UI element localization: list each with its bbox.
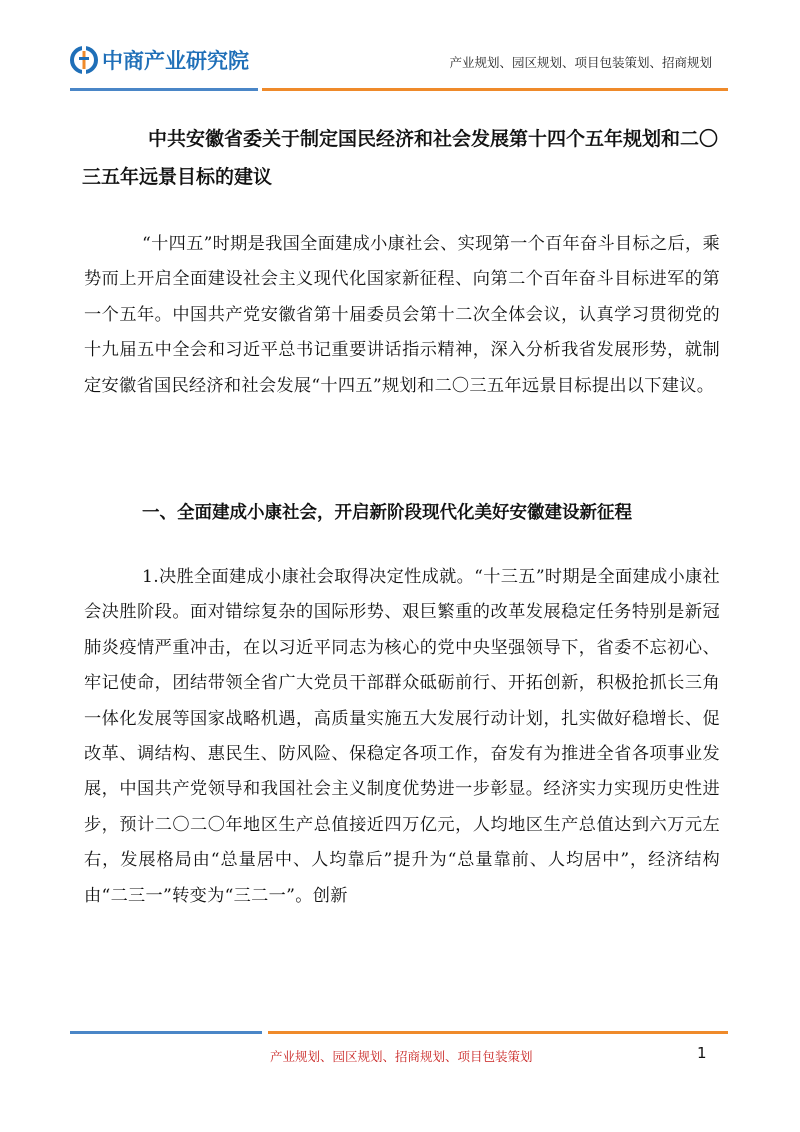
company-logo — [70, 44, 249, 76]
header-tagline: 产业规划、园区规划、项目包装策划、招商规划 — [449, 55, 712, 70]
footer-rule-orange — [268, 1031, 728, 1034]
logo-mark-icon — [70, 46, 98, 74]
header-rule-blue — [70, 88, 258, 91]
intro-paragraph: “十四五”时期是我国全面建成小康社会、实现第一个百年奋斗目标之后，乘势而上开启全面建设社会主义现代化国家新征程、向第二个百年奋斗目标进军的第一个五年。中国共产党安徽省第十届委员会第十二次全体会议，认真学习贯彻党的十九届五中全会和习近平总书记重要讲话指示精神，深入分析我省发展形势，就制定安徽省国民经济和社会发展“十四五”规划和二〇三五年远景目标提出以下建议。 — [84, 234, 720, 396]
document-title: 中共安徽省委关于制定国民经济和社会发展第十四个五年规划和二〇三五年远景目标的建议 — [82, 128, 719, 188]
page-number: 1 — [697, 1044, 707, 1062]
footer-rule-blue — [70, 1031, 262, 1034]
page-header — [0, 0, 800, 100]
logo-text: 中商产业研究院 — [102, 49, 249, 73]
point-1-paragraph: 1.决胜全面建成小康社会取得决定性成就。“十三五”时期是全面建成小康社会决胜阶段。面对错综复杂的国际形势、艰巨繁重的改革发展稳定任务特别是新冠肺炎疫情严重冲击，在以习近平同志为核心的党中央坚强领导下，省委不忘初心、牢记使命，团结带领全省广大党员干部群众砥砺前行、开拓创新，积极抢抓长三角一体化发展等国家战略机遇，高质量实施五大发展行动计划，扎实做好稳增长、促改革、调结构、惠民生、防风险、保稳定各项工作，奋发有为推进全省各项事业发展，中国共产党领导和我国社会主义制度优势进一步彰显。经济实力实现历史性进步，预计二〇二〇年地区生产总值接近四万亿元，人均地区生产总值达到六万元左右，发展格局由“总量居中、人均靠后”提升为“总量靠前、人均居中”，经济结构由“二三一”转变为“三二一”。创新 — [84, 567, 720, 906]
header-rule-orange — [262, 88, 728, 91]
section-heading: 一、全面建成小康社会，开启新阶段现代化美好安徽建设新征程 — [142, 503, 632, 523]
footer-tagline: 产业规划、园区规划、招商规划、项目包装策划 — [270, 1049, 533, 1064]
